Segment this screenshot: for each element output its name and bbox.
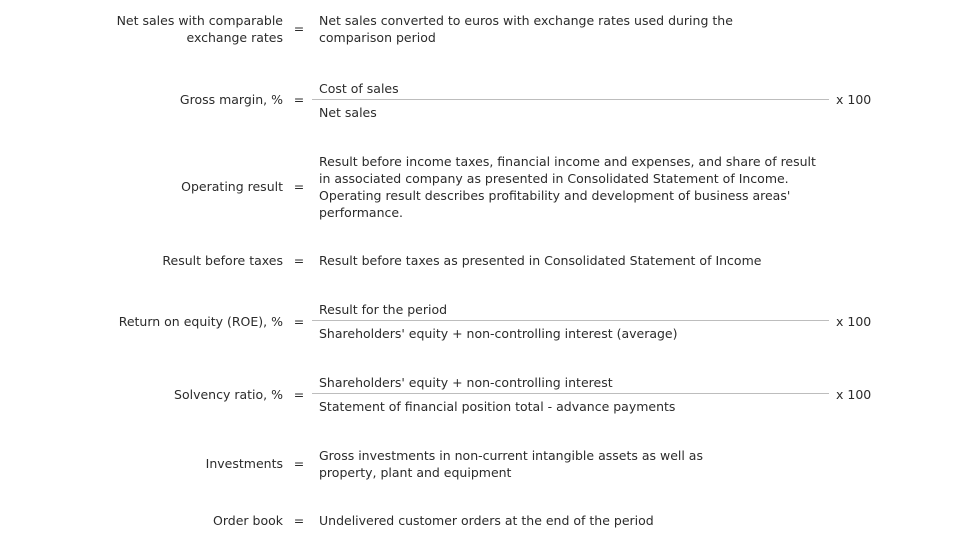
term-label-line-1: Net sales with comparable bbox=[116, 13, 283, 28]
fraction-line bbox=[312, 393, 829, 394]
term-label: Order book bbox=[213, 513, 283, 528]
equals-sign: = bbox=[293, 179, 305, 194]
fraction-numerator: Cost of sales bbox=[319, 81, 399, 96]
term-label: Solvency ratio, % bbox=[174, 387, 283, 402]
fraction-numerator: Result for the period bbox=[319, 302, 448, 317]
multiplier: x 100 bbox=[836, 92, 872, 107]
fraction-denominator: Net sales bbox=[319, 105, 377, 120]
term-label: Operating result bbox=[181, 179, 283, 194]
term-label: Investments bbox=[205, 456, 283, 471]
fraction-denominator: Shareholders' equity + non-controlling interest (average) bbox=[319, 326, 678, 341]
equals-sign: = bbox=[293, 92, 305, 107]
definition-text: Result before taxes as presented in Consolidated Statement of Income bbox=[319, 253, 762, 268]
multiplier: x 100 bbox=[836, 314, 872, 329]
equals-sign: = bbox=[293, 314, 305, 329]
definition-text: Net sales converted to euros with exchange rates used during the comparison period bbox=[319, 13, 733, 45]
term-label: Result before taxes bbox=[162, 253, 283, 268]
definition-text: Undelivered customer orders at the end of the period bbox=[319, 513, 654, 528]
term-label: Return on equity (ROE), % bbox=[118, 314, 283, 329]
term-label: Gross margin, % bbox=[179, 92, 283, 107]
fraction-denominator: Statement of financial position total - advance payments bbox=[319, 399, 676, 414]
term-label bbox=[0, 12, 283, 46]
definition-text: Gross investments in non-current intangible assets as well as property, plant and equipment bbox=[319, 448, 703, 480]
term-label-line-2: exchange rates bbox=[186, 30, 283, 45]
equals-sign: = bbox=[293, 513, 305, 528]
definition-text: Result before income taxes, financial income and expenses, and share of result in associated company as presented in Consolidated Statement of Income. Operating result describes profitability and development of business areas' performance. bbox=[319, 154, 816, 220]
fraction-line bbox=[312, 320, 829, 321]
equals-sign: = bbox=[293, 387, 305, 402]
equals-sign: = bbox=[293, 456, 305, 471]
equals-sign: = bbox=[293, 253, 305, 268]
fraction-line bbox=[312, 99, 829, 100]
equals-sign: = bbox=[293, 21, 305, 36]
fraction-numerator: Shareholders' equity + non-controlling interest bbox=[319, 375, 613, 390]
multiplier: x 100 bbox=[836, 387, 872, 402]
